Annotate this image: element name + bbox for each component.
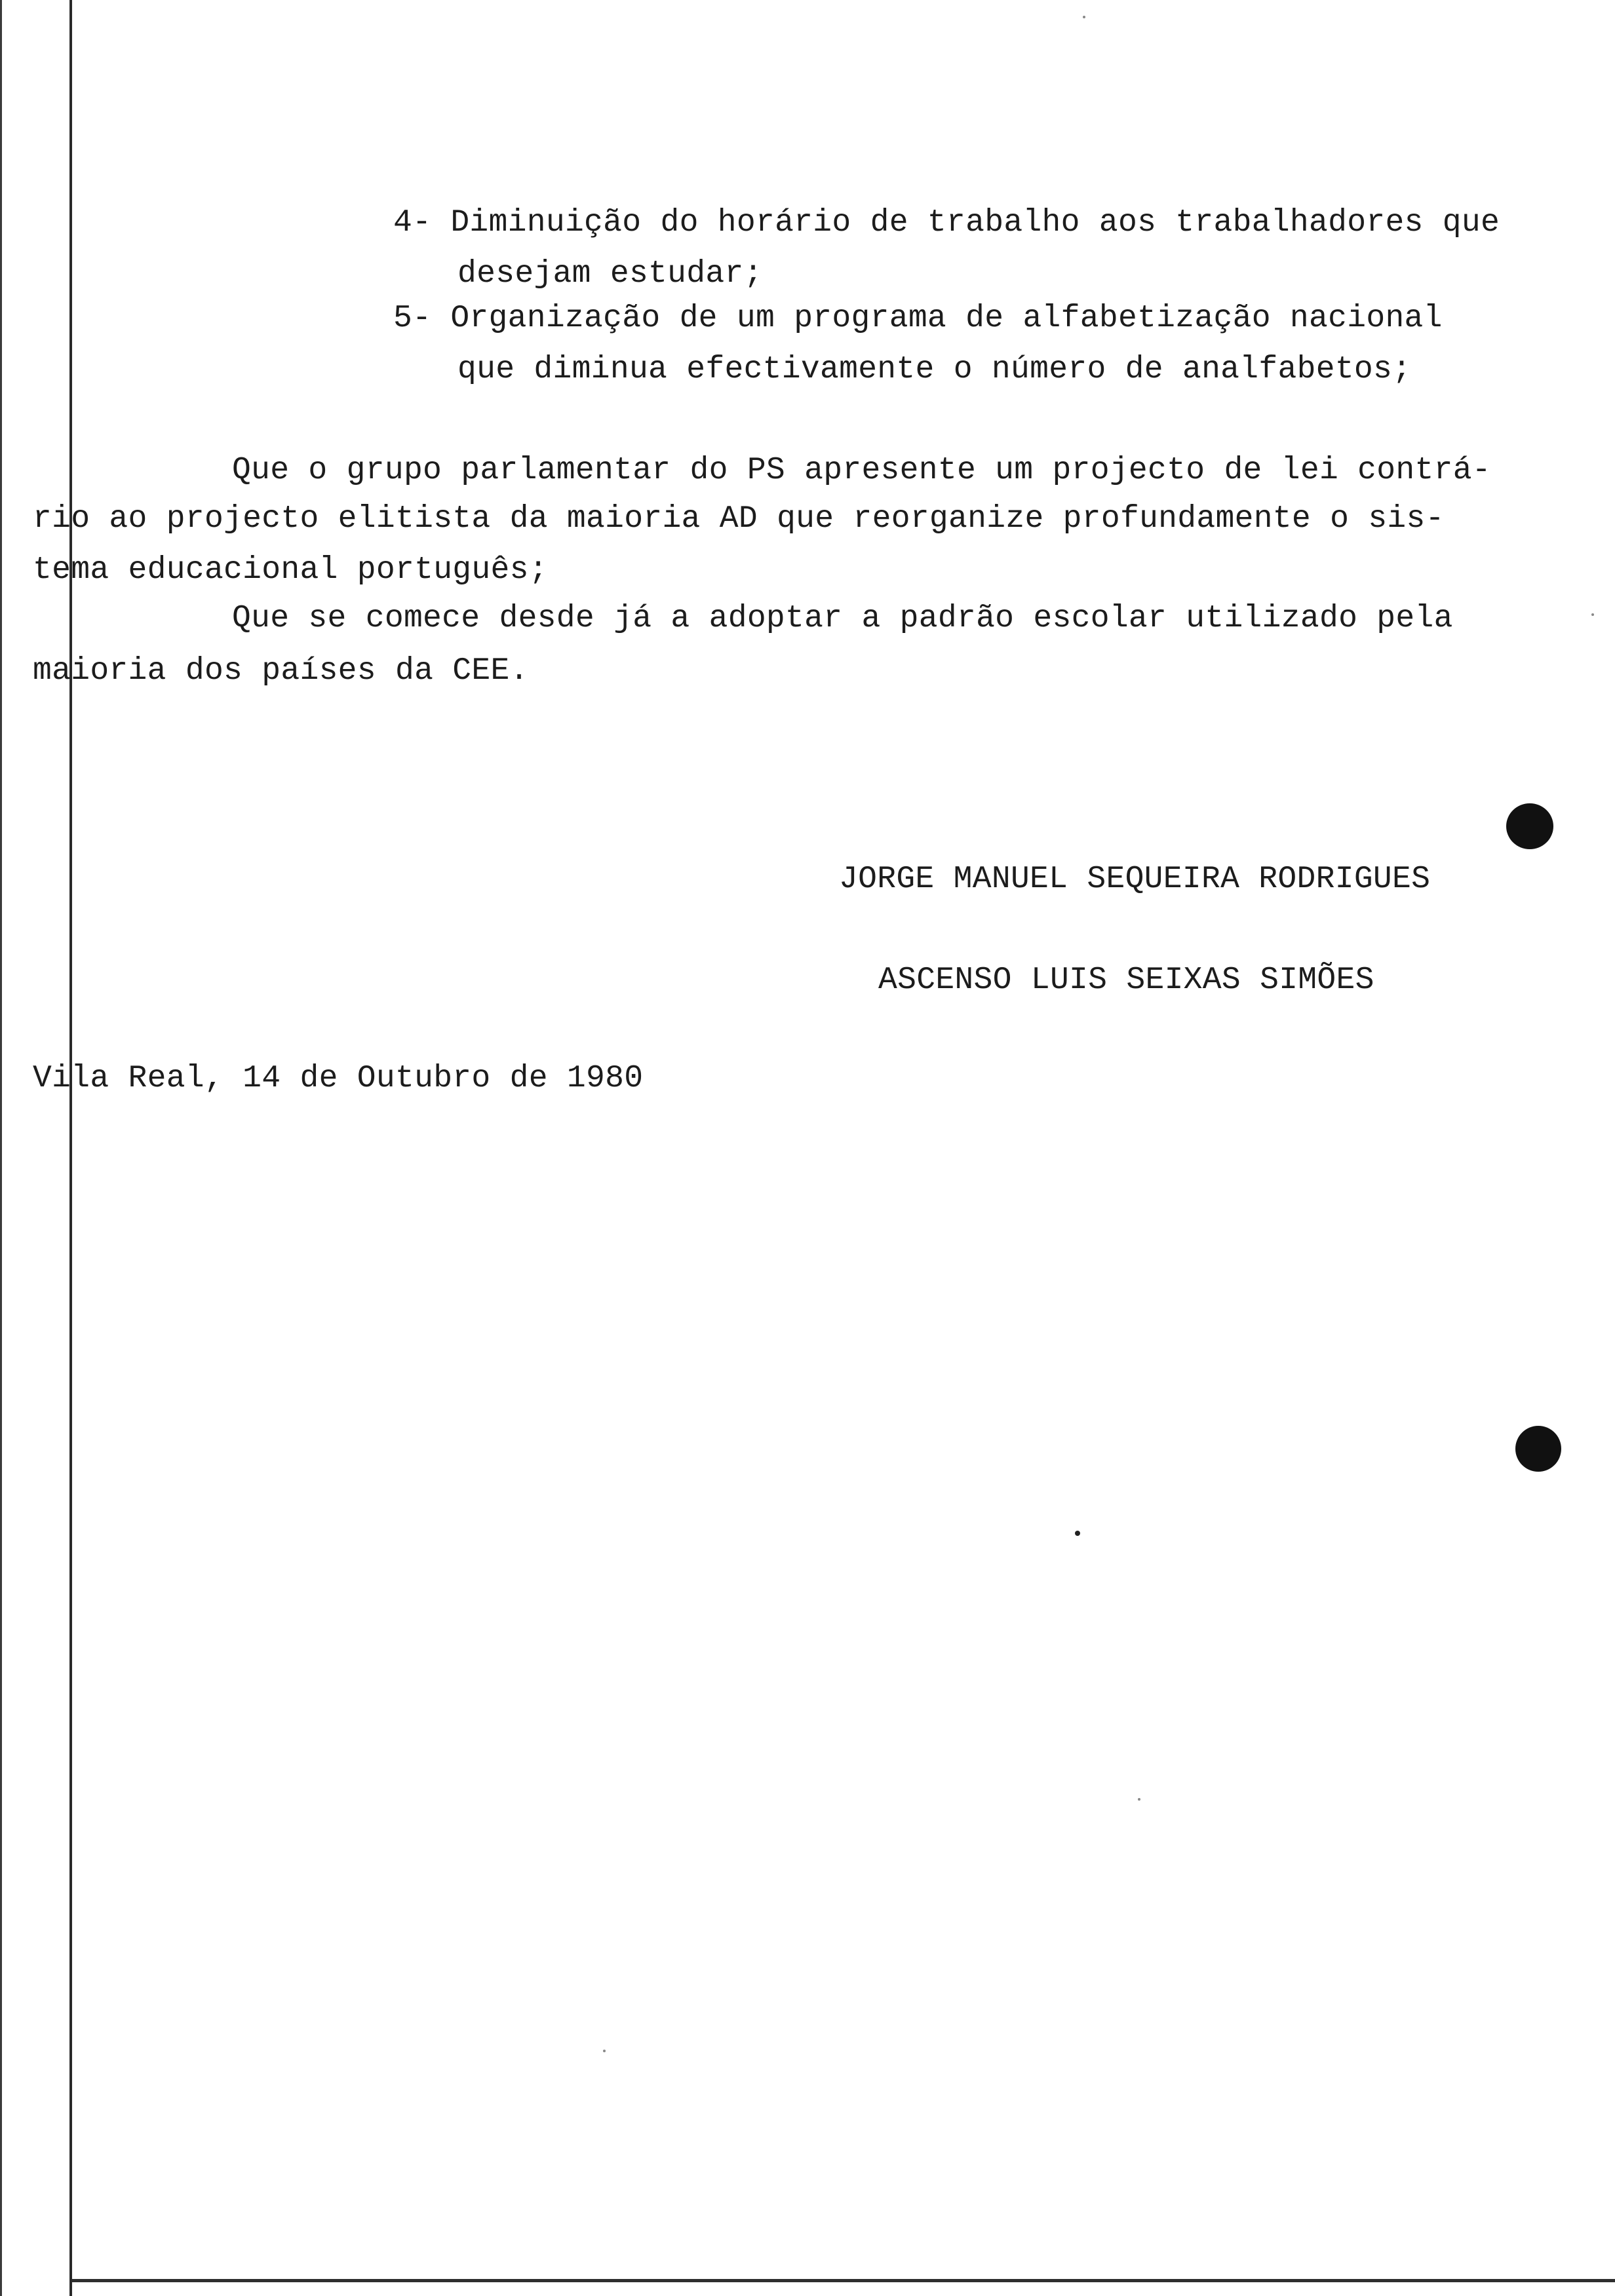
punch-hole-mark-bottom [1515, 1426, 1561, 1472]
page-bottom-edge [72, 2279, 1615, 2282]
list-item-5-line-2: que diminua efectivamente o número de analfabetos; [457, 352, 1412, 387]
scan-speck [603, 2050, 606, 2052]
signatory-1: JORGE MANUEL SEQUEIRA RODRIGUES [839, 862, 1431, 897]
page-left-edge [0, 0, 2, 2296]
paragraph-1-line-1: Que o grupo parlamentar do PS apresente um projecto de lei contrá- [232, 453, 1491, 488]
margin-rule [69, 0, 72, 2296]
list-item-4-line-2: desejam estudar; [457, 256, 763, 292]
paragraph-2-line-1: Que se comece desde já a adoptar a padrão escolar utilizado pela [232, 601, 1453, 636]
scan-speck [1138, 1798, 1140, 1801]
signatory-2: ASCENSO LUIS SEIXAS SIMÕES [878, 963, 1374, 998]
list-item-5-line-1: 5- Organização de um programa de alfabetização nacional [393, 301, 1443, 336]
scan-speck [1075, 1531, 1080, 1536]
paragraph-2-line-2: maioria dos países da CEE. [33, 653, 529, 689]
punch-hole-mark-top [1506, 803, 1553, 849]
paragraph-1-line-2: rio ao projecto elitista da maioria AD que reorganize profundamente o sis- [33, 501, 1445, 537]
paragraph-1-line-3: tema educacional português; [33, 552, 548, 588]
scan-speck [1083, 16, 1085, 18]
scan-speck [1591, 613, 1594, 616]
place-date: Vila Real, 14 de Outubro de 1980 [33, 1061, 644, 1096]
list-item-4-line-1: 4- Diminuição do horário de trabalho aos trabalhadores que [393, 205, 1500, 240]
